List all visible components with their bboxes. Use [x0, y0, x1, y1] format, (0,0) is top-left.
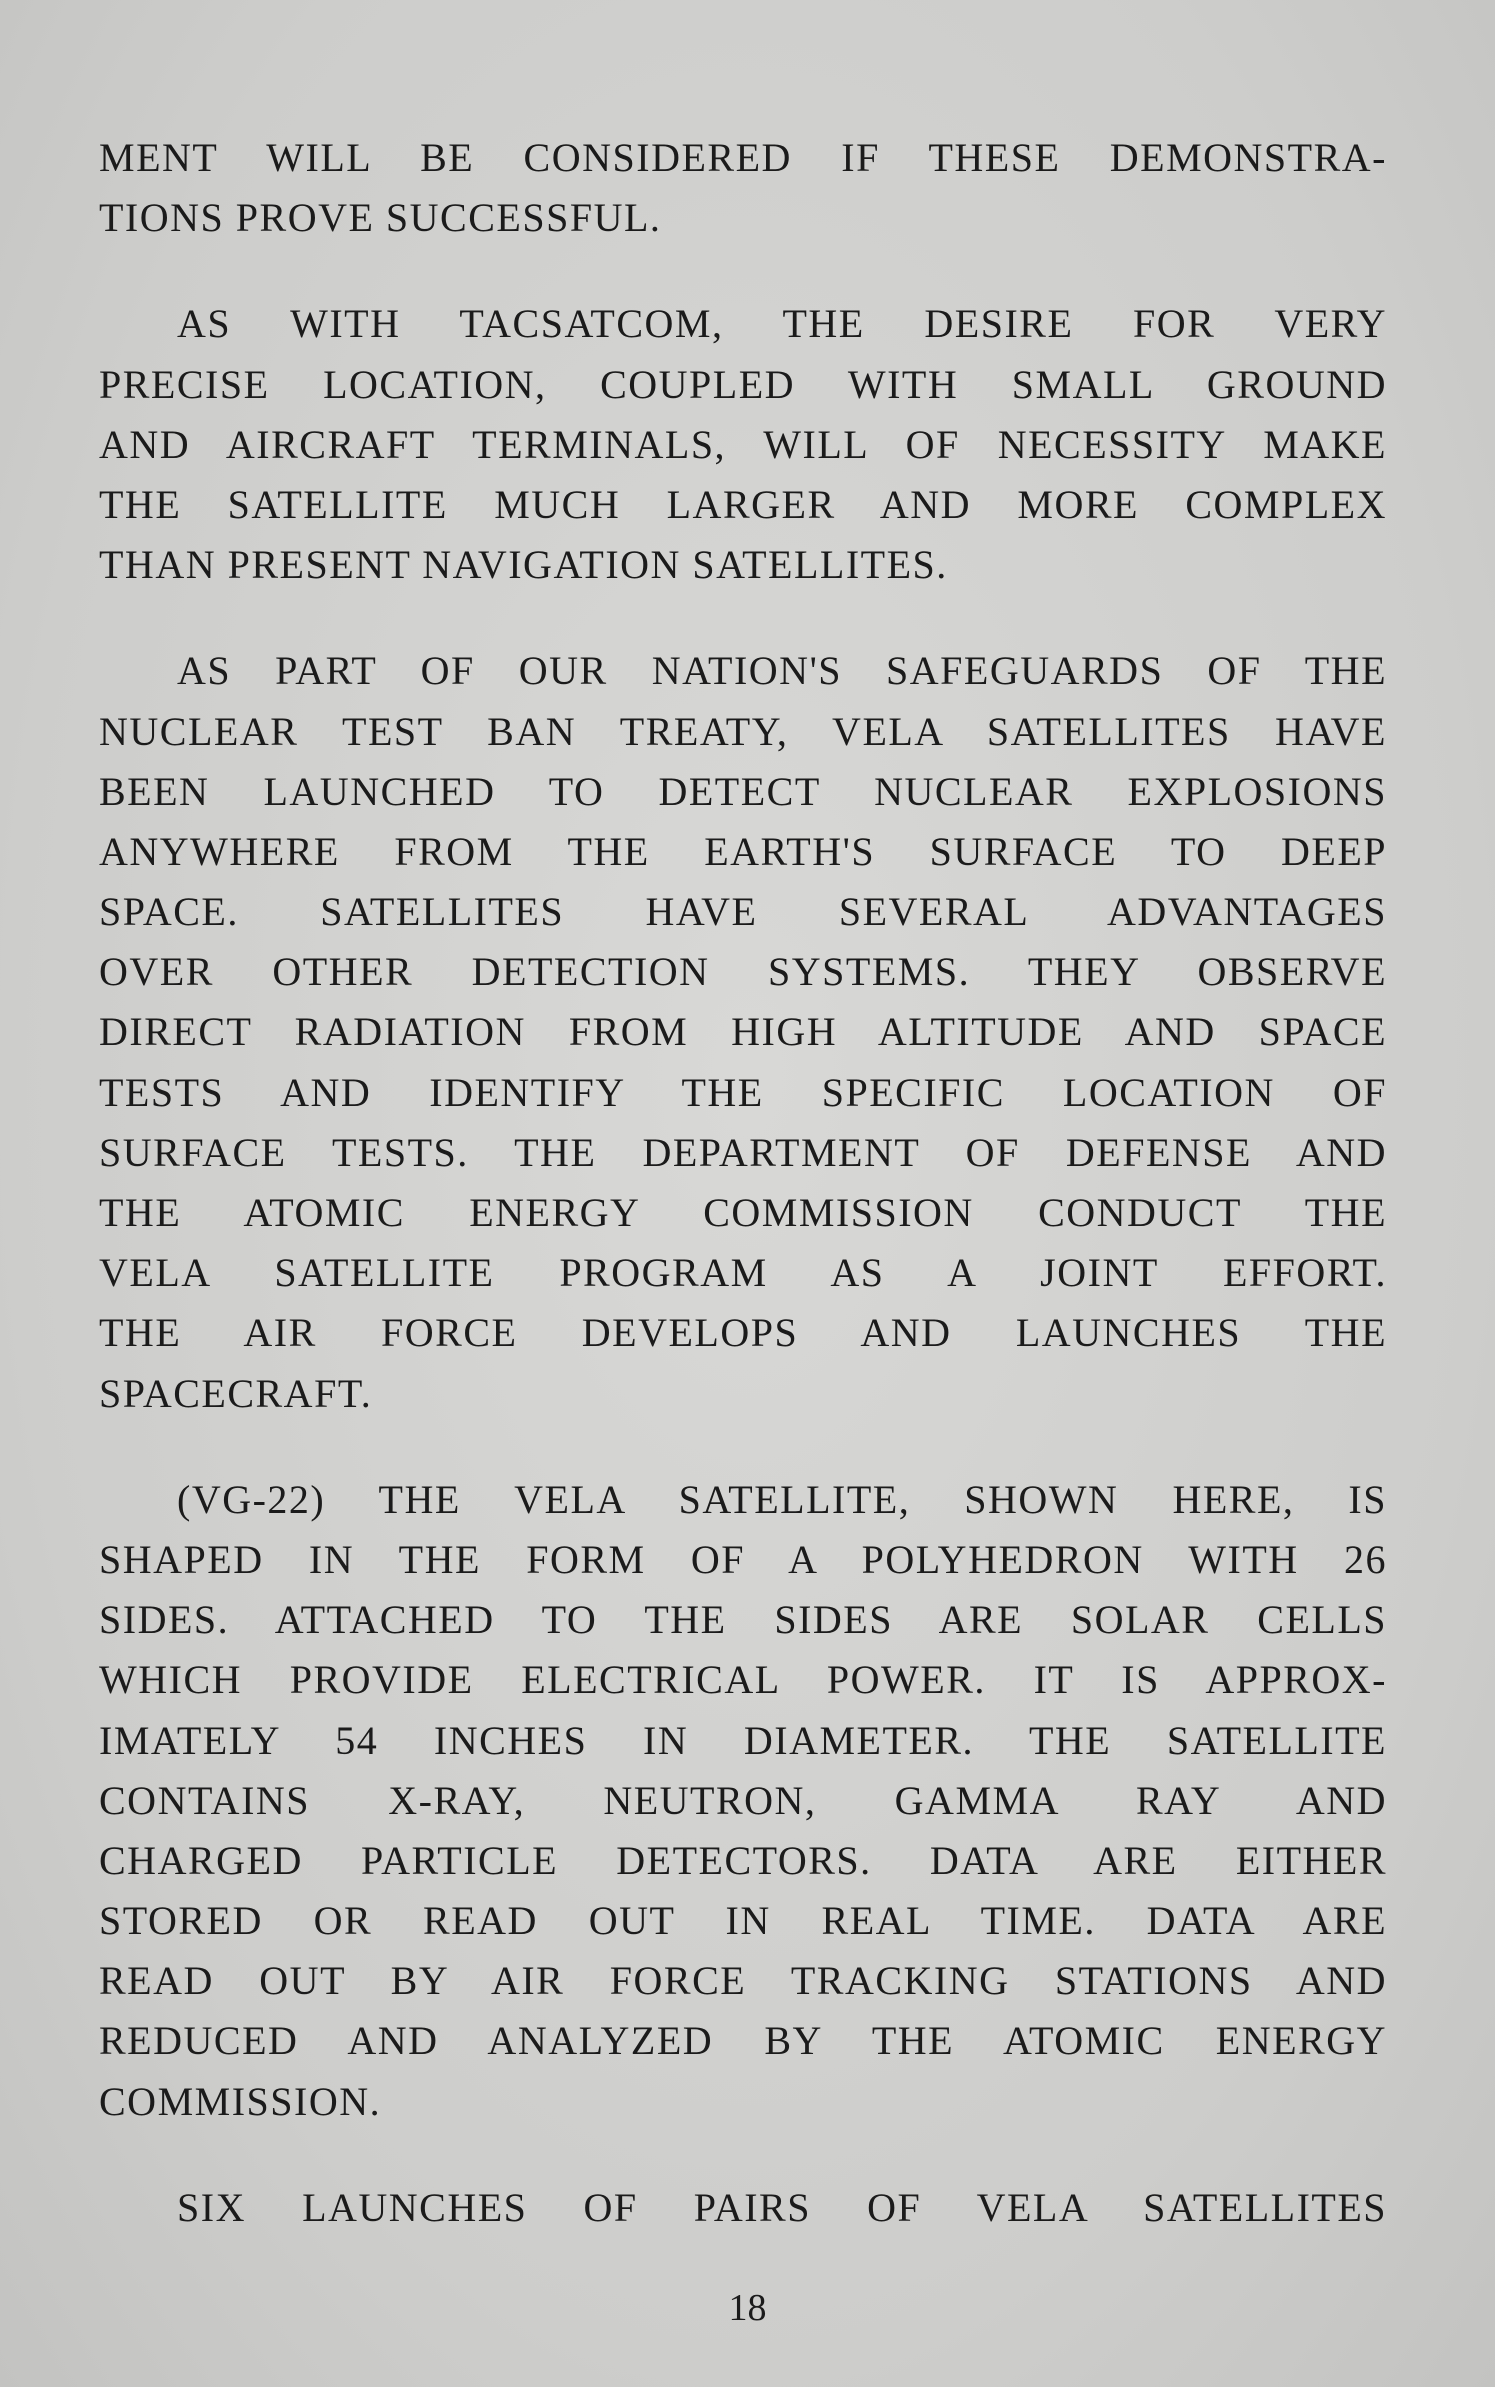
paragraph — [99, 128, 1387, 248]
paragraph — [99, 641, 1387, 1423]
paragraph-gap — [99, 1424, 1387, 1470]
text-line: COMMISSION. — [99, 2078, 382, 2124]
text-line: DIRECT RADIATION FROM HIGH ALTITUDE AND SPACE — [99, 1009, 1387, 1055]
text-line: VELA SATELLITE PROGRAM AS A JOINT EFFORT. — [99, 1250, 1387, 1296]
text-line: PRECISE LOCATION, COUPLED WITH SMALL GROUND — [99, 361, 1387, 407]
text-line: THE ATOMIC ENERGY COMMISSION CONDUCT THE — [99, 1190, 1387, 1235]
text-line: THE SATELLITE MUCH LARGER AND MORE COMPLEX — [99, 481, 1387, 527]
paragraph — [99, 2178, 1387, 2238]
text-line: (VG-22) THE VELA SATELLITE, SHOWN HERE, IS — [177, 1476, 1387, 1522]
text-line: AS PART OF OUR NATION'S SAFEGUARDS OF THE — [177, 648, 1387, 694]
text-line: SURFACE TESTS. THE DEPARTMENT OF DEFENSE AND — [99, 1129, 1387, 1175]
page-number: 18 — [728, 2287, 767, 2329]
body-text — [99, 128, 1387, 2238]
text-line: SPACECRAFT. — [99, 1370, 373, 1416]
text-line: NUCLEAR TEST BAN TREATY, VELA SATELLITES HAVE — [99, 708, 1387, 754]
paragraph-gap — [99, 595, 1387, 641]
text-line: SIDES. ATTACHED TO THE SIDES ARE SOLAR CELLS — [99, 1597, 1387, 1643]
text-line: MENT WILL BE CONSIDERED IF THESE DEMONSTRA- — [99, 135, 1387, 180]
text-line: SPACE. SATELLITES HAVE SEVERAL ADVANTAGES — [99, 889, 1387, 935]
text-line: SHAPED IN THE FORM OF A POLYHEDRON WITH 26 — [99, 1536, 1387, 1582]
text-line: ANYWHERE FROM THE EARTH'S SURFACE TO DEEP — [99, 828, 1387, 874]
text-line: BEEN LAUNCHED TO DETECT NUCLEAR EXPLOSIONS — [99, 768, 1387, 814]
paragraph — [99, 294, 1387, 595]
text-line: SIX LAUNCHES OF PAIRS OF VELA SATELLITES — [177, 2184, 1387, 2230]
text-line: OVER OTHER DETECTION SYSTEMS. THEY OBSERVE — [99, 949, 1387, 995]
paragraph — [99, 1470, 1387, 2132]
text-line: WHICH PROVIDE ELECTRICAL POWER. IT IS APPROX- — [99, 1657, 1387, 1703]
text-line: THE AIR FORCE DEVELOPS AND LAUNCHES THE — [99, 1310, 1387, 1356]
text-line: THAN PRESENT NAVIGATION SATELLITES. — [99, 542, 948, 588]
paragraph-gap — [99, 2132, 1387, 2178]
text-line: IMATELY 54 INCHES IN DIAMETER. THE SATELLITE — [99, 1717, 1387, 1763]
text-line: CHARGED PARTICLE DETECTORS. DATA ARE EITHER — [99, 1837, 1387, 1883]
text-line: TESTS AND IDENTIFY THE SPECIFIC LOCATION OF — [99, 1069, 1387, 1115]
text-line: AS WITH TACSATCOM, THE DESIRE FOR VERY — [177, 301, 1387, 347]
paragraph-gap — [99, 248, 1387, 294]
text-line: AND AIRCRAFT TERMINALS, WILL OF NECESSITY MAKE — [99, 421, 1387, 467]
text-line: REDUCED AND ANALYZED BY THE ATOMIC ENERGY — [99, 2018, 1387, 2064]
text-line: CONTAINS X-RAY, NEUTRON, GAMMA RAY AND — [99, 1777, 1387, 1823]
text-line: TIONS PROVE SUCCESSFUL. — [99, 195, 662, 241]
text-line: READ OUT BY AIR FORCE TRACKING STATIONS AND — [99, 1958, 1387, 2004]
text-line: STORED OR READ OUT IN REAL TIME. DATA ARE — [99, 1898, 1387, 1944]
